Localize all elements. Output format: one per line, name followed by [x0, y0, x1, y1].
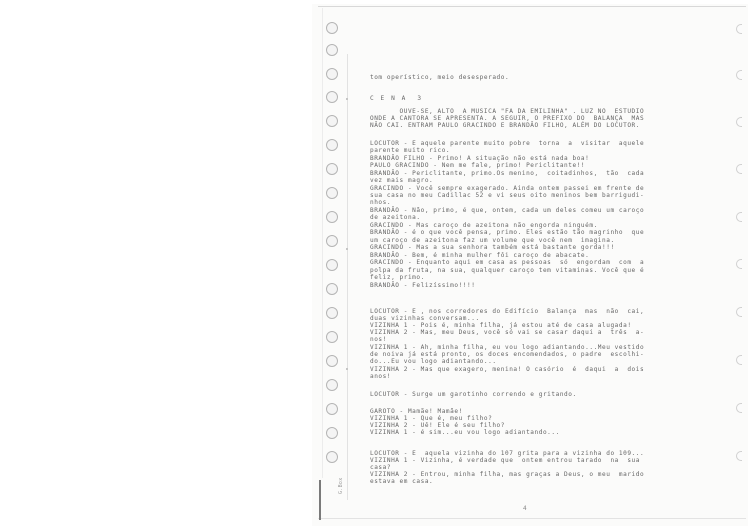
- text-line: casa?: [370, 464, 392, 471]
- text-line: polpa da fruta, na sua, qualquer caroço tem vitaminas. Você que é: [370, 267, 645, 274]
- binder-hole: [736, 24, 742, 34]
- binder-hole: [326, 427, 338, 439]
- margin-dot: [346, 368, 348, 370]
- text-line: VIZINHA 1 - Pois é, minha filha, já estou até de casa alugada!: [370, 322, 632, 329]
- binder-hole: [736, 212, 742, 222]
- binder-hole: [736, 355, 742, 365]
- binder-hole: [326, 283, 338, 295]
- text-line: VIZINHA 2 - Entrou, minha filha, mas graças a Deus, o meu marido: [370, 471, 645, 478]
- margin-dot: [346, 248, 348, 250]
- text-line: nos!: [370, 336, 387, 343]
- page-top-edge: [318, 6, 746, 7]
- text-line: BRANDÃO - Bem, é minha mulher fôi caroço de abacate.: [370, 252, 590, 259]
- text-line: VIZINHA 1 - Que é, meu filho?: [370, 415, 493, 422]
- text-line: GRACINDO - Mas a sua senhora também está bastante gorda!!!: [370, 244, 615, 251]
- text-line: VIZINHA 1 - Vizinha, é verdade que ontem entrou tarado na sua: [370, 457, 640, 464]
- page-bottom-edge: [318, 518, 746, 519]
- binder-hole: [326, 163, 338, 175]
- binder-hole: [326, 211, 338, 223]
- text-line: VIZINHA 1 - Ah, minha filha, eu vou logo adiantando...Meu vestido: [370, 344, 645, 351]
- text-line: tom operístico, meio desesperado.: [370, 74, 510, 81]
- binder-hole: [326, 139, 338, 151]
- binder-hole: [326, 379, 338, 391]
- text-line: LOCUTOR - Surge um garotinho correndo e gritando.: [370, 391, 577, 398]
- binder-hole: [326, 355, 338, 367]
- binder-hole: [326, 259, 338, 271]
- binder-hole: [736, 307, 742, 317]
- binder-hole: [326, 187, 338, 199]
- text-line: ONDE A CANTORA SE APRESENTA. A SEGUIR, O PREFIXO DO BALANÇA MAS: [370, 115, 645, 122]
- text-line: BRANDÃO - é o que você pensa, primo. Eles estão tão magrinho que: [370, 229, 645, 236]
- binder-hole: [326, 44, 338, 56]
- text-line: GRACINDO - Mas caroço de azeitona não engorda ninguém.: [370, 222, 598, 229]
- binder-hole: [326, 68, 338, 80]
- binder-hole: [326, 235, 338, 247]
- text-line: BRANDÃO - Não, primo, é que, ontem, cada um deles comeu um caroço: [370, 207, 645, 214]
- text-line: anos!: [370, 373, 392, 380]
- text-line: GAROTO - Mamãe! Mamãe!: [370, 408, 463, 415]
- text-line: LOCUTOR - E aquele parente muito pobre torna a visitar aquele: [370, 140, 645, 147]
- binder-hole: [736, 451, 742, 461]
- text-line: GRACINDO - Você sempre exagerado. Ainda ontem passei em frente de: [370, 185, 645, 192]
- binder-hole: [736, 70, 742, 80]
- text-line: BRANDÃO - Periclitante, primo.Os menino, coitadinhos, tão cada: [370, 170, 645, 177]
- text-line: GRACINDO - Enquanto aqui em casa as pessoas só engordam com a: [370, 259, 645, 266]
- text-line: LOCUTOR - E aquela vizinha do 107 grita para a vizinha do 109...: [370, 450, 645, 457]
- text-line: parente muito rico.: [370, 147, 451, 154]
- binder-hole: [736, 259, 742, 269]
- binder-hole: [326, 22, 338, 34]
- binder-hole: [326, 307, 338, 319]
- margin-dot: [346, 98, 348, 100]
- text-line: estava em casa.: [370, 478, 434, 485]
- page-left-edge: [322, 8, 323, 478]
- text-line: VIZINHA 2 - Uê! Ele é seu filho?: [370, 422, 505, 429]
- text-line: sua casa no meu Cadillac 52 e vi seus oito meninos bem barrigudi-: [370, 192, 645, 199]
- text-line: BRANDÃO - Felizíssimo!!!!: [370, 282, 476, 289]
- text-line: VIZINHA 2 - Mas, meu Deus, você só vai se casar daqui a três a-: [370, 329, 645, 336]
- text-line: BRANDÃO FILHO - Primo! A situação não está nada boa!: [370, 155, 590, 162]
- text-line: VIZINHA 2 - Mas que exagero, menina! O casório é daqui a dois: [370, 366, 645, 373]
- text-line: VIZINHA 1 - é sim...eu vou logo adiantando...: [370, 429, 560, 436]
- binder-hole: [736, 164, 742, 174]
- binder-hole: [736, 403, 742, 413]
- binder-hole: [326, 115, 338, 127]
- text-line: NÃO CAI. ENTRAM PAULO GRACINDO E BRANDÃO FILHO, ALÉM DO LOCUTOR.: [370, 122, 640, 129]
- page-fold-shadow: [319, 480, 321, 520]
- text-line: um caroço de azeitona faz um volume que você nem imagina.: [370, 237, 615, 244]
- text-line: duas vizinhas conversam...: [370, 315, 480, 322]
- text-line: de noiva já está pronto, os doces encomendados, o padre escolhi-: [370, 351, 645, 358]
- text-line: feliz, primo.: [370, 274, 425, 281]
- binder-hole: [326, 91, 338, 103]
- scene-heading: C E N A 3: [370, 95, 423, 102]
- binder-hole: [326, 451, 338, 463]
- page-number: 4: [523, 505, 527, 512]
- margin-rule: [347, 54, 348, 500]
- text-line: nhos.: [370, 199, 392, 206]
- binder-hole: [326, 403, 338, 415]
- text-line: vez mais magro.: [370, 177, 434, 184]
- text-line: do...Eu vou logo adiantando...: [370, 358, 497, 365]
- margin-stamp: G.Box: [338, 477, 344, 494]
- text-line: LOCUTOR - E , nos corredores do Edifício Balança mas não cai,: [370, 308, 645, 315]
- text-line: PAULO GRACINDO - Nem me fale, primo! Periclitante!!: [370, 162, 586, 169]
- binder-hole: [736, 117, 742, 127]
- binder-hole: [326, 331, 338, 343]
- text-line: OUVE-SE, ALTO A MUSICA "FA DA EMILINHA" . LUZ NO ESTUDIO: [370, 108, 645, 115]
- text-line: de azeitona.: [370, 214, 421, 221]
